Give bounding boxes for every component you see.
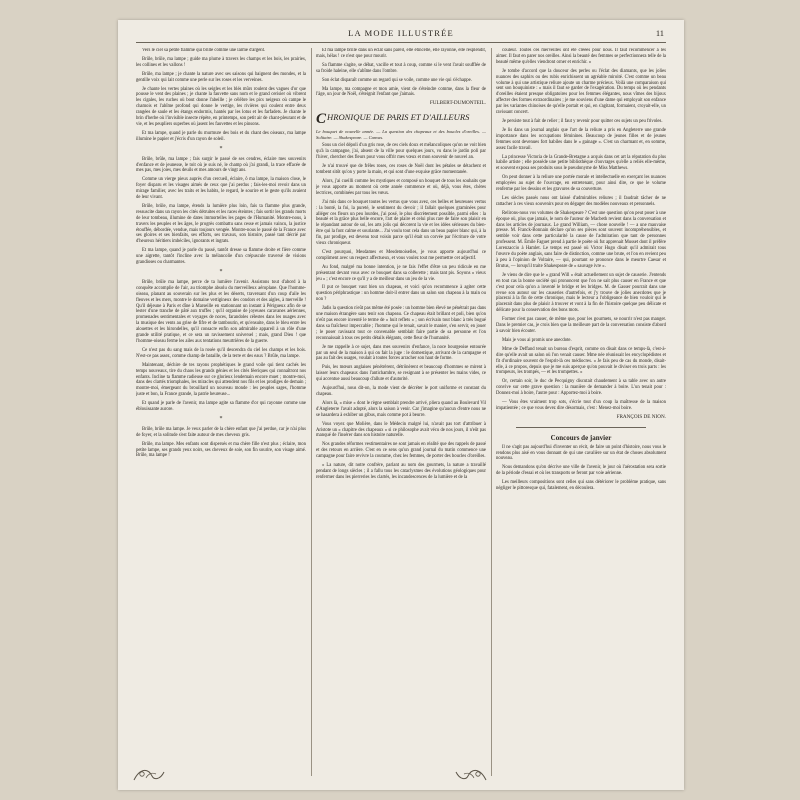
paragraph: Au fond, malgré ma bonne intention, je ne fais l'effet d'être un peu ridicule en me présentant devant vous avec ce bouquet dans sa collerette ; mais tant pis. Soyons « vieux jeu » ; c'est encore ce qu'il y a de meilleur dans un jeu de la vie. [316, 264, 486, 282]
paragraph: Puis, les mœurs anglaises pénétrèrent, détrônèrent et beaucoup d'hommes se mirent à laisser leurs chapeaux dans l'antichambre, se resignant à se présenter les mains vides, ce qui accentue aussi beaucoup d'allure et d'autorité. [316, 365, 486, 383]
page-header [136, 26, 666, 40]
page-number: 11 [655, 28, 664, 38]
paragraph: Et ma lampe brille dans un éclat sans pareil, elle étincelle, elle rayonne, elle resplendit, mais, hélas ! ce n'est que pour mourir. [316, 48, 486, 59]
paragraph: Je lis dans un journal anglais que l'art de la reliure a pris en Angleterre une grande importance dans les occupations féminines. Beaucoup de jeunes filles et de jeunes femmes sont devenues fort habiles dans le « gainage ». C'est un charmant et, en somme, assez facile travail. [496, 127, 666, 151]
contest-heading: Concours de janvier [550, 433, 612, 442]
drop-cap: C [316, 111, 327, 128]
column-2 [316, 48, 486, 776]
paragraph: Brûle, brûle ma lampe. Je veux parler de la chère enfant que j'ai perdue, car je n'ai plus de foyer, et la solitude s'est faite autour de mes cheveux gris. [136, 426, 306, 438]
paragraph: Comme un vierge pieux auprès d'un cercueil, éclaire, ô ma lampe, la maison close, le foyer disparu et les visages aimés de ceux que j'ai perdus ; fais-les-moi revoir dans un mirage familier, avec les traits et les habits, le regard, le sourire et le geste qu'ils avaient de leur vivant. [136, 177, 306, 201]
column-divider [311, 48, 312, 776]
paragraph: Les meilleurs compositions sont celles qui sans détériorer le problème pratique, sans négliger le pittoresque qui, fatalement, en découlera. [496, 480, 666, 492]
author-signature: FULBERT-DUMONTEIL. [429, 100, 486, 107]
paragraph: Former n'est pas causer, de même que, pour les gourmets, se nourrir n'est pas manger. Dans le premier cas, je crois bien que la meilleure part de la conversation consiste d'abord à savoir bien écouter. [496, 317, 666, 334]
paragraph: Maintenant, déchire de tes rayons prophétiques le grand voile qui tient cachés les temps nouveaux, tire du chaos les grands génies et les cités féeriques qui connaîtront nos enfants. Incline ta flamme radieuse sur ce glorieux lendemain encore muet ; montre-moi, dans des clartés triomphales, les miracles qui attendent nos fils et les prodiges de demain ; montre-moi, émergeant du brouillard un nouveau monde : les peuples sages, l'homme juste et bon, la France grande, la patrie heureuse... [136, 362, 306, 398]
paragraph: Ma lampe, ma compagne et mon amie, vient de s'éteindre comme, dans la fleur de l'âge, un jour de Noël, s'éteignit l'enfant que j'aimais. [316, 86, 486, 98]
paragraph: Les siècles passés nous ont laissé d'admirables reliures ; il faudrait tâcher de ne rattacher à ces vieux souvenirs pour en dégager des modèles nouveaux et personnels. [496, 195, 666, 207]
section-separator: * [219, 415, 223, 422]
paragraph: Nos grandes réformes vestimentaires ne sont jamais en réalité que des rappels de passé et des retours en arrière. C'est en ce sens qu'un grand journal du matin commence une campagne pour faire revivre la coutume, chez les femmes, de porter des boucles d'oreilles. [316, 442, 486, 460]
paragraph: Je chante les vertes plaines où les seigles et les blés mûrs roulent des vagues d'or que pousse le vent des plaines ; je chante la fauvette sans nom et le grand cerisier où vibrent les cigales, les ruches où bout donne l'abeille ; je célèbre les pics neigeux où campe le chamois et l'abîme profond qui donne le vertige, les rivières qui coulent entre deux rangées de saule et les étangs endormis, hantés par les lotus et les farfadets. Je chante le brin d'herbe où l'invisible insecte répète, en printemps, son petit air de chant-pleurant et de vie, et les peupliers superbes où jasent les fauvettes et les pinsons. [136, 86, 306, 127]
paragraph: C'est pourquoi, Mesdames et Mesdemoiselles, je vous apporte aujourd'hui ce compliment avec un respect affectueux, et vous voulez tout me permettre cet adjectif. [316, 249, 486, 261]
paragraph: Jadis la question n'eût pas même été posée : un homme bien élevé ne pénétrait pas dans une maison étrangère sans tenir son chapeau. Ce chapeau était brillant et poli, bien qu'on n'eût pas encore inventé le terme de « huit reflets » ; son écrivain tout blanc à très bogué dans sa fraîcheur impeccable ; l'homme qui le tenait, savait le manier, s'en servir, en jouer ; le poser ravissant tout ce convenable semblait faire partie de sa personne et l'on reconnaissait à tous ces petits détails élégants, cette fleur de l'humanité. [316, 306, 486, 341]
author-signature: FRANÇOIS DE NION. [616, 413, 666, 420]
column-1 [136, 48, 306, 776]
section-separator: * [219, 269, 223, 275]
paragraph: Je persiste tout à fait de relier ; il faut y revenir pour quitter ces sujets un peu frivoles. [502, 118, 663, 124]
paragraph: J'ai mis dans ce bouquet toutes les vertus que vous avez, ces belles et heureuses vertus : la bonté, la foi, la pureté, le sentiment du devoir ; il fallait quelques graminées pour alléger ces fleurs un peu lourdes, j'ai posé, le plus discrètement possible, parmi elles : la beauté et la grâce plus belle encore, l'art de plaire et celui plus rare de faire son plaisir en le répandant autour de soi, les arts jolis qui décorent la vie et les idées sérieuses du bien-être qui la font calme et souriante... J'ai voulu tout cela dans un beau papier blanc qui, à la fin, par prodige, est devenu tout voisin parce qu'il était un corvée par l'écriture de votre vieux chroniqueur. [316, 199, 486, 247]
chronicle-summary: Le bouquet de nouvelle année. — La question des chapeaux et des boucles d'oreilles. — Solitaire. — Shakespeare. — Canvas. [316, 129, 486, 140]
paragraph: Brûle, brûle, ma lampe ; guide ma plume à travers les champs et les bois, les prairies, les collines et les vallons ! [136, 56, 306, 68]
paragraph: Aujourd'hui, nous dit-on, la mode vient de décréter le port uniforme et constant du chapeau. [316, 386, 486, 397]
paragraph: Vers le ciel sa petite flamme qui brille comme une larme d'argent. [142, 48, 266, 53]
column-3 [496, 48, 666, 776]
paragraph: Brûle, brûle, ma lampe, étends la lumière plus loin, fais ta flamme plus grande, ressuscite dans un rayon les cités détruites et les races éteintes ; fais sortir les grands morts de leur tombeau, illumine de dates immortelles les pages de l'Humanité. Montre-nous, à travers les peuples et les âges, le progrès combattu sans cesse et jamais vaincu, la justice étouffée, débordée, vendue, mais toujours vengée. Montre-nous le passé de la France avec ses gloires et ses bienfaits, ses efforts, ses travaux, son histoire, passé tant décrié par d'heureux héritiers imbéciles, ignorants et ingrats. [136, 203, 306, 245]
paragraph: Mme de Deffand tenait un bureau d'esprit, comme on disait dans ce temps-là, c'est-à-dire qu'elle avait un salon où l'on venait causer. Mme née réunissait les encyclopédistes et fit d'ordinaire souvent de l'esprit-là ces médiocres. « Je fais peu de cas du monde, disait-elle, à ce propos, depuis que je me suis aperçue qu'on pouvait le diviser en trois parts : les trompeurs, les trompés, — et les trompettes. » [496, 346, 666, 376]
column-divider [491, 48, 492, 776]
paragraph: Je viens de dire que le « grand Will » était actuellement un sujet de causerie. J'entends en tout cas la bonne société qui prononcent que l'on ne sait plus causer en France et que c'est pour cela qu'on a inventé le bridge et les bridges. M. de Gasser pourrait dans une revue son autour sur les causeries d'autrefois, et j'y trouve de jolies anecdotes que je placerai à la fin de cette chronique, mais le lecteur a l'obligeance de bien vouloir qui le placerait dans plus de plaisir à trouver et vont à la fin de l'histoire quelque peu délicate et délicate pour la conservation des bons mots. [496, 272, 666, 314]
paragraph: Brûle, ma lampe ; je chante la nature avec ses saisons qui baignent des mondes, et la gentille voix qui lait comme une perle sur les roses et les verveines. [136, 71, 306, 83]
header-rule [136, 42, 666, 43]
paragraph: La princesse Victoria de la Grande-Bretagne a acquis dans cet art la réputation du plus habile artiste ; elle possède une petite bibliothèque d'ouvrages qu'elle a reliés elle-même, et souvent exposa ses produits sous le pseudonyme de Miss Matthews. [496, 154, 666, 172]
paragraph: Je me rappelle à ce sujet, dans mes souvenirs d'enfance, la noce bourgeoise entourée par un seul de la maison à qui on fait la juge : le domestique, arrivant de la campagne et pas au fait des usages, voulait à toutes forces arracher son haut de forme. [316, 344, 486, 362]
paragraph: Je n'ai trouvé que de frêles roses, ces roses de Noël dont les pétales se détachent et tombent sitôt qu'on y porte la main, et qui sont d'une exquise grâce momentanée. [316, 164, 486, 176]
paragraph: Il ne s'agit pas aujourd'hui d'inventer un récit, de faire un point d'histoire, nous vous le rendons plus aisé en vous donnant de qui une cavalière sur un état de choses absolument nouveau. [496, 444, 666, 462]
newspaper-page [118, 20, 684, 790]
floral-ornament-icon [454, 762, 488, 784]
paragraph: Sous un ciel dépoli d'un gris rose, de ces ciels doux et mélancoliques qu'on ne voit bien qu'à la campagne, j'ai, absent de la ville pour quelques jours, vu dans le jardin poli par l'hiver, chercher des fleurs pour vous offrir mes vœux et mon souvenir de nouvel an. [316, 143, 486, 161]
publication-title: LA MODE ILLUSTRÉE [348, 28, 454, 38]
paragraph: couleur. Toutes ces merveilles ont été créées pour nous. Il faut recommencer à les aimer. Il faut en parer nos oreilles. Ainsi la beauté des femmes se perfectionnera telle de la beauté même qu'elles viendront orner et enrichir. » [496, 48, 666, 65]
paragraph: Nous demandons qu'on décrive une ville de l'avenir, le jour où l'aérostation sera sortie de la période d'essai et où les transports se feront par voie aérienne. [496, 465, 666, 477]
paragraph: Mais je vous ai promis une anecdote. [502, 337, 572, 343]
chronicle-title: HRONIQUE DE PARIS ET D'AILLEURS [327, 112, 470, 123]
paragraph: Relirons-nous vos volumes de Shakespeare ? C'est une question qu'on peut poser à une époque où, plus que jamais, le nom de l'auteur de Macbeth revient dans la conversation et dans les articles de journaux. Le grand William, — chose nouvelle ! — a une mauvaise presse. M. Franck-Bonnain déclare qu'on ses pièces sont souvent incompréhensibles, et semble voir dans cette particularité la cause de l'admiration que tant de personnes professent. M. Émile Faguet prend à partie le poète où fut apprenait Musset dont il préfère Lorenzaccio à Hamlet. Le temps est passé où Victor Hugo disait qu'il admirait tous l'œuvre du poète anglais, sans faire de distinction, comme une brute, et l'on en revient peu à peu à l'opinion de Voltaire, — qui, pourtant se prononce dans le meurtre Caesar et Brutus, — lorsqu'il traite Shakespeare de « sauvage ivre ». [496, 210, 666, 269]
paragraph: Or, certain soir, le duc de Pecquigny discutait chaudement à sa table avec un autre convive sur cette grave question : la manière de demander à boire. L'un tenait pour : Donnez-moi à boire, l'autre pour : Apportez-moi à boire. [496, 379, 666, 397]
paragraph: Ce n'est pas du sang mais de la rosée qu'il descendra du ciel les champs et les bois. N'est-ce pas assez, comme champ de bataille, de la terre et des eaux ? Brûle, ma lampe. [136, 347, 306, 359]
paragraph: Il put ce bouquet vaut bien un chapeau, et voici qu'on recommence à agiter cette question périphrastique : un homme doit-il entrer dans un salon son chapeau à la main ou non ? [316, 285, 486, 303]
paragraph: Son éclat disparaît comme un regard qui se voile, comme une vie qui s'échappe. [322, 77, 472, 83]
paragraph: Alors, j'ai cueilli comme les mystiques et composé un bouquet de tous les souhaits que je vous apporte au moment où cette année commence et où, déjà, vous êtes, chères lectrices, combinées par tous les vœux. [316, 178, 486, 196]
paragraph: Et ma lampe, quand je parle du passé, tantôt dresse sa flamme droite et fière comme une aigrette, tantôt l'incline avec la mélancolie d'un crépuscule traversé de visions grandioses ou charmantes. [136, 248, 306, 266]
paragraph: Et quand je parle de l'avenir, ma lampe agite sa flamme d'or qui rayonne comme une éblouissante aurore. [136, 401, 306, 413]
section-rule [516, 427, 646, 428]
paragraph: On peut donner à la reliure une portée morale et intellectuelle en exerçant les nuances employées au sujet de l'ouvrage, en entretenant, pour ainsi dire, ce que le volume renferme par les dessins et les gravures de sa couverture. [496, 175, 666, 193]
paragraph: Brûle, brûle ma lampe, perce de ta lumière l'avenir. Assistons tout d'abord à la conquête accomplie de l'air, au triomphe absolu du merveilleux aéroplane. Que l'homme-oiseau, planant au souverain sur les plus et les déserts, traversant d'un coup d'aile les fleuves et les mers, montre le domaine vertigineux des condors et des aigles, à merveille ! Qu'il déjeune à Paris et dîne à Marseille en stationnant un instant à Périgueux afin de se lester d'une tranche de pâté aux truffes ; qu'il organise de joyeuses caravanes aériennes, promenades sentimentales et voyages de noces, farandoles célestes dans les nuages avec la musique des vents au grise de fifre et de tambourin, et qu'ensuite, dans le bleu entre les alouettes et les hirondelles, qu'il consacre enfin son admirable appareil à un rôle d'une grande utilité pratique, et ce sera un ravissement universel ; mais, grand Dieu ! que l'homme-oiseau ferme les ailes aux tentations meurtrières de la guerre. [136, 279, 306, 344]
paragraph: Vous voyez que Molière, dans le Médecin malgré lui, n'avait pas tort d'attribuer à Aristote un « chapitre des chapeaux » si ce philosophe avait vécu de nos jours, il n'eût pas manqué de l'insérer dans son histoire naturelle. [316, 421, 486, 439]
paragraph: Je tombe d'accord que la douceur des perles ou l'éclat des diamants, que les jolies nuances des saphirs ou des rubis enrichissent un agréable miroité. C'est comme un beau volume à qui une artistique reliure ajoute un charme précieux. Voilà une comparaison qui sent son bouquiniste : « mais il faut se garder de l'exagération. Du temps où les pendants d'oreilles étaient presque obligatoires pour les femmes élégantes, nous vîmes des bijoux affecter des formes extraordinaires ; je me souviens d'une dame qui employait son enfance par les variantes chinoises de qu'elle portait et qui, en s'agitant, formaient, croyait-elle, un ravissant concert. [496, 68, 666, 116]
paragraph: Alors là, « mise » dont le règne semblait prendre arrivé, pliera quand au Boulevard Vil d'Angleterre l'avait adopté, alors la saison à venir. Car j'imagine qu'aucun d'entre nous ne se hasardera à exhiber un gibus, mais comme pot à beurre. [316, 400, 486, 418]
paragraph: « La nature, dit notre confrère, parlant au nom des gourmets, la nature a travaillé pendant de longs siècles ; il a fallu tous les cataclysmes des évolutions géologiques pour renfermer dans les pierreries les clartés, les incandescences de la lumière et de la [316, 463, 486, 480]
paragraph: Brûle, brûle, ma lampe ; fais surgir le passé de ses cendres, éclaire mes souvenirs d'enfance et de jeunesse, le toit où je suis né, le champ où j'ai grandi, la trace effacée de mes pas, mes joies, mes deuils et mes amours de vingt ans. [136, 156, 306, 174]
section-separator: * [219, 145, 223, 152]
paragraph: Et ma lampe, quand je parle du murmure des bois et du chant des oiseaux, ma lampe illumine le papier et j'écris d'un rayon de soleil. [136, 130, 306, 142]
paragraph: — Vous êtes vraiment trop sots, s'écrie tout d'un coup la maîtresse de la maison impatientée ; ce que vous devez dire désormais, c'est : Menez-moi boire. [496, 400, 666, 411]
paragraph: Sa flamme s'agite, se débat, vacille et tout à coup, comme si le vent l'avait soufflée de sa froide haleine, elle s'abîme dans l'ombre. [316, 62, 486, 74]
floral-ornament-icon [132, 762, 166, 784]
paragraph: Brûle, ma lampe. Mes enfants sont dispersés et ma chère fille n'est plus ; éclaire, mon petite lampe, ses grands yeux noirs, ses cheveux de soie, son fin sourire, son visage aimé. Brûle, ma lampe ! [136, 441, 306, 459]
chronicle-heading [316, 113, 486, 126]
